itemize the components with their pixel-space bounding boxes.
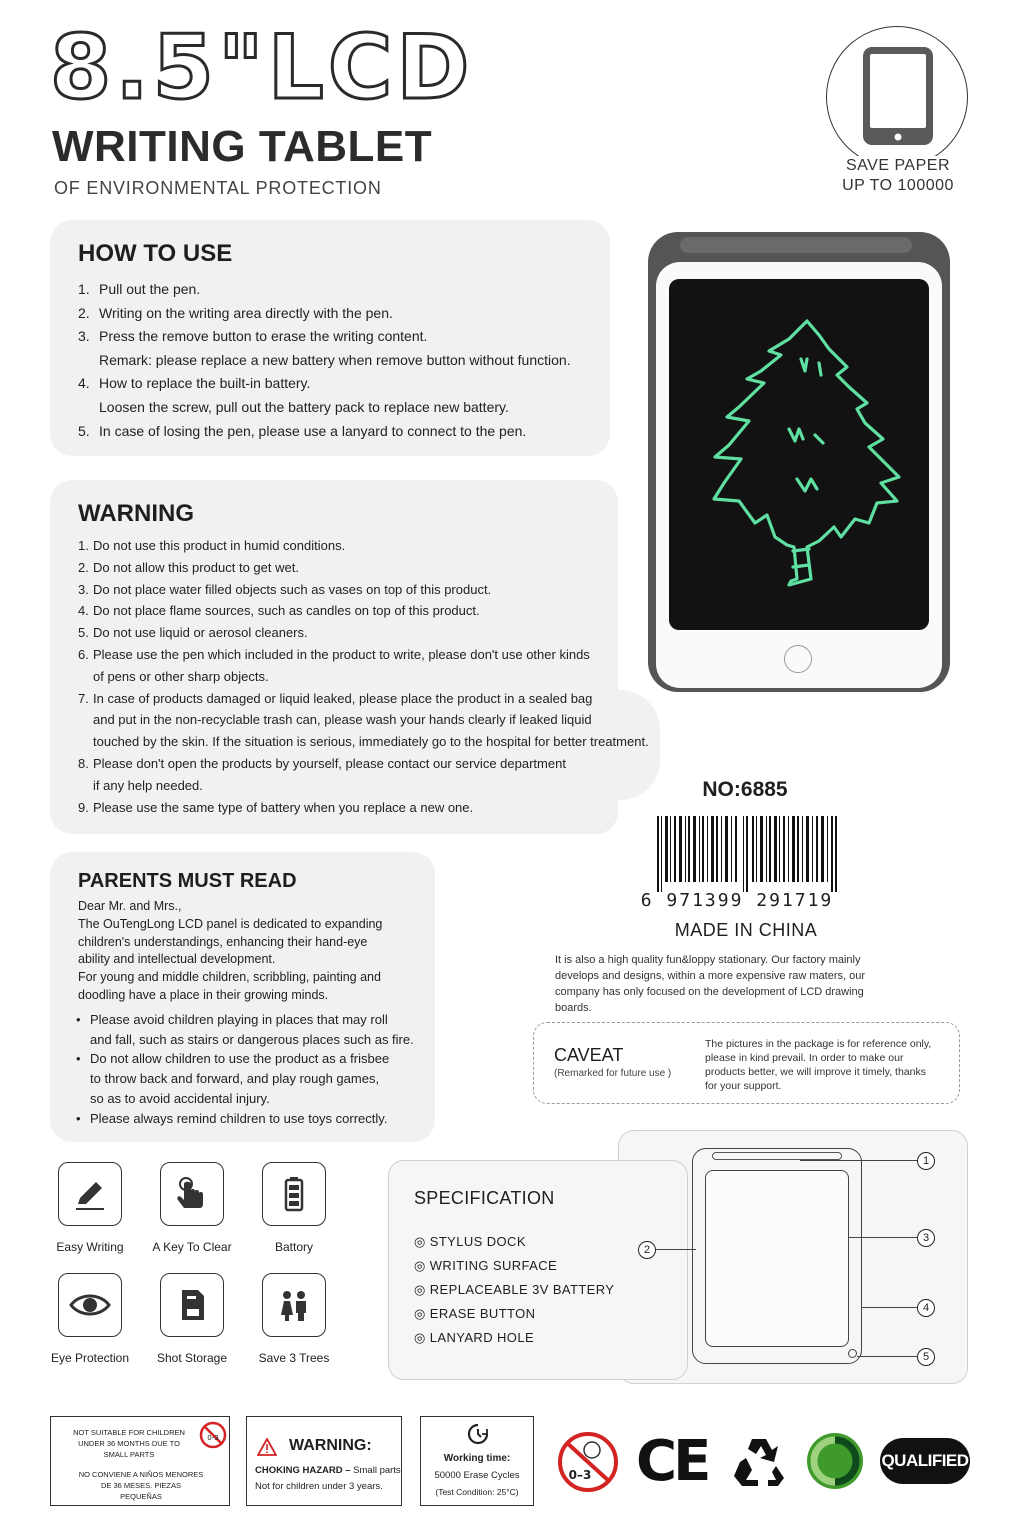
callout-line-3 xyxy=(849,1237,918,1238)
how-to-use-list xyxy=(78,278,571,443)
barcode-number: 6 971399 291719 xyxy=(640,890,834,911)
list-item-number xyxy=(76,1089,90,1109)
list-item-number: 2. xyxy=(78,559,89,575)
list-item xyxy=(78,535,649,557)
callout-1: 1 xyxy=(917,1152,935,1170)
product-size-title: 8.5"LCD xyxy=(50,16,474,119)
text-line: please in kind prevail. In order to make our xyxy=(705,1052,904,1064)
feature-label: Eye Protection xyxy=(50,1351,130,1365)
working-time-title: Working time: xyxy=(443,1453,511,1464)
text-line: Dear Mr. and Mrs., xyxy=(78,899,182,913)
list-item-number: 1. xyxy=(78,281,90,297)
text-line: For young and middle children, scribbling, painting and xyxy=(78,970,381,985)
list-item xyxy=(78,557,649,579)
diagram-lanyard-hole xyxy=(848,1349,857,1358)
list-item-text: Please avoid children playing in places that may roll xyxy=(90,1012,388,1027)
erase-cycles: 50000 Erase Cycles xyxy=(434,1470,520,1481)
model-number: NO:6885 xyxy=(702,778,788,801)
text-line: DE 36 MESES. PIEZAS xyxy=(100,1481,182,1490)
specification-item xyxy=(414,1280,614,1304)
parents-bullets xyxy=(76,1010,414,1128)
list-item-text: of pens or other sharp objects. xyxy=(93,668,269,684)
callout-line-4 xyxy=(862,1307,918,1308)
qualified-badge: QUALIFIED xyxy=(880,1438,970,1484)
small-parts-label xyxy=(50,1416,230,1506)
list-item xyxy=(78,396,571,420)
list-item-number: 7. xyxy=(78,690,89,706)
callout-2: 2 xyxy=(638,1241,656,1259)
feature-eye-protection xyxy=(45,1273,135,1365)
text-line: SMALL PARTS xyxy=(103,1450,155,1459)
specification-item-text: STYLUS DOCK xyxy=(429,1234,526,1249)
feature-shot-storage xyxy=(147,1273,237,1365)
made-in-label: MADE IN CHINA xyxy=(674,920,818,940)
erase-button[interactable] xyxy=(784,645,812,673)
list-item-text: and put in the non-recyclable trash can, please wash your hands clearly if leaked liquid xyxy=(93,712,592,728)
company-description xyxy=(555,952,885,1016)
list-item-text: Writing on the writing area directly with the pen. xyxy=(99,304,393,321)
specification-item xyxy=(414,1256,614,1280)
list-item-text: Do not place water filled objects such as vases on top of this product. xyxy=(93,581,492,597)
list-item-text: Please use the pen which included in the product to write, please don't use other kinds xyxy=(93,646,590,662)
text-line: The OuTengLong LCD panel is dedicated to expanding xyxy=(78,916,383,931)
list-item-number: • xyxy=(76,1012,81,1027)
stylus-pen xyxy=(680,237,912,253)
list-item xyxy=(78,600,649,622)
text-line: boards. xyxy=(555,1002,592,1014)
list-item xyxy=(76,1089,414,1109)
list-item-text: Please don't open the products by yourself, please contact our service department xyxy=(93,755,566,771)
green-dot-icon xyxy=(806,1432,864,1490)
age-badge-small: 0-3 xyxy=(207,1434,219,1442)
feature-easy-writing xyxy=(45,1162,135,1254)
list-item-number: 3. xyxy=(78,328,90,345)
list-item xyxy=(76,1049,414,1069)
list-item-text: Loosen the screw, pull out the battery pack to replace new battery. xyxy=(99,398,509,415)
text-line: The pictures in the package is for reference only, xyxy=(705,1038,932,1050)
list-item-text: touched by the skin. If the situation is serious, immediately go to the hospital for better treatment. xyxy=(93,734,649,750)
warning-triangle-icon xyxy=(257,1438,277,1456)
callout-3: 3 xyxy=(917,1229,935,1247)
caveat-subtitle: (Remarked for future use ) xyxy=(554,1068,672,1079)
list-item-text: Please use the same type of battery when you replace a new one. xyxy=(93,799,474,815)
list-item xyxy=(78,302,571,326)
list-item-number: 4. xyxy=(78,603,89,619)
small-parts-english xyxy=(55,1427,203,1460)
list-item-text: Pull out the pen. xyxy=(99,281,201,297)
specification-bullet: ◎ xyxy=(414,1306,430,1321)
choking-hazard-rest: Small parts xyxy=(350,1465,401,1476)
product-title: WRITING TABLET xyxy=(52,122,433,171)
list-item-text: Do not use this product in humid conditions. xyxy=(93,538,346,553)
list-item-text: to throw back and forward, and play rough games, xyxy=(90,1071,380,1087)
choking-hazard-bold: CHOKING HAZARD – xyxy=(255,1465,351,1476)
clock-icon xyxy=(466,1422,490,1446)
tablet-screen xyxy=(669,279,929,630)
list-item-text: Please always remind children to use toys correctly. xyxy=(90,1110,388,1126)
list-item xyxy=(76,1030,414,1050)
specification-bullet: ◎ xyxy=(414,1258,430,1273)
list-item-number: 5. xyxy=(78,422,90,439)
tablet-icon xyxy=(827,27,969,169)
people-icon xyxy=(262,1273,326,1337)
feature-save-trees xyxy=(249,1273,339,1365)
list-item-number: 8. xyxy=(78,755,89,771)
list-item xyxy=(78,797,649,819)
list-item-number: 9. xyxy=(78,799,89,815)
specification-item xyxy=(414,1328,614,1352)
text-line: children's understandings, enhancing their hand-eye xyxy=(78,934,368,949)
tagline: OF ENVIRONMENTAL PROTECTION xyxy=(54,178,382,198)
specification-item-text: ERASE BUTTON xyxy=(429,1306,536,1321)
list-item xyxy=(76,1010,414,1030)
list-item-number xyxy=(78,775,93,797)
caveat-text xyxy=(705,1037,945,1093)
list-item-text: Remark: please replace a new battery when remove button without function. xyxy=(99,351,571,368)
text-line: develops and designs, within a more expensive raw maters, our xyxy=(555,970,865,982)
working-time-label xyxy=(420,1416,534,1506)
warning-list xyxy=(78,535,649,818)
no-under-3-icon xyxy=(199,1421,227,1449)
list-item-text: How to replace the built-in battery. xyxy=(99,375,311,392)
list-item-number xyxy=(78,709,93,731)
text-line: NO CONVIENE A NIÑOS MENORES xyxy=(78,1470,204,1479)
list-item-number xyxy=(76,1069,90,1089)
parents-title: PARENTS MUST READ xyxy=(78,870,297,892)
list-item xyxy=(78,775,649,797)
callout-line-1 xyxy=(800,1160,918,1161)
specification-item xyxy=(414,1304,614,1328)
list-item-number xyxy=(78,731,93,753)
recycle-icon xyxy=(732,1436,786,1488)
text-line: ability and intellectual development. xyxy=(78,952,276,967)
list-item xyxy=(78,644,649,666)
pencil-icon xyxy=(58,1162,122,1226)
list-item-text: In case of losing the pen, please use a lanyard to connect to the pen. xyxy=(99,422,527,439)
feature-label: A Key To Clear xyxy=(152,1240,232,1254)
warning-label-title: WARNING: xyxy=(289,1437,372,1454)
feature-label: Easy Writing xyxy=(56,1240,124,1254)
tree-drawing xyxy=(669,279,929,630)
list-item-number xyxy=(78,349,99,373)
feature-label: Shot Storage xyxy=(156,1351,228,1365)
list-item xyxy=(78,579,649,601)
list-item-number: 4. xyxy=(78,375,90,392)
specification-title: SPECIFICATION xyxy=(414,1188,555,1208)
tap-hand-icon xyxy=(160,1162,224,1226)
list-item-number: 5. xyxy=(78,625,89,641)
storage-icon xyxy=(160,1273,224,1337)
warning-label xyxy=(246,1416,402,1506)
list-item xyxy=(78,420,571,444)
save-paper-line1: SAVE PAPER xyxy=(846,157,950,174)
save-paper-text xyxy=(818,156,978,196)
list-item xyxy=(78,753,649,775)
list-item xyxy=(78,666,649,688)
list-item-number: 3. xyxy=(78,581,89,597)
small-parts-spanish xyxy=(55,1469,227,1502)
barcode xyxy=(655,816,837,892)
list-item-text: and fall, such as stairs or dangerous places such as fire. xyxy=(90,1031,414,1047)
list-item-text: Do not allow children to use the product as a frisbee xyxy=(90,1051,390,1067)
choking-hazard-age: Not for children under 3 years. xyxy=(255,1481,383,1492)
diagram-stylus xyxy=(712,1152,842,1160)
feature-battery xyxy=(249,1162,339,1254)
battery-icon xyxy=(262,1162,326,1226)
list-item-text: In case of products damaged or liquid leaked, please place the product in a sealed bag xyxy=(93,690,593,706)
list-item-text: Do not use liquid or aerosol cleaners. xyxy=(93,625,308,641)
list-item-number: 1. xyxy=(78,538,89,553)
list-item xyxy=(76,1109,414,1129)
age-badge-text: 0–3 xyxy=(568,1468,592,1482)
list-item-text: if any help needed. xyxy=(93,777,203,793)
callout-4: 4 xyxy=(917,1299,935,1317)
list-item xyxy=(78,325,571,349)
save-paper-badge xyxy=(826,26,968,168)
text-line: for your support. xyxy=(705,1080,782,1092)
list-item-number: 6. xyxy=(78,646,89,662)
text-line: NOT SUITABLE FOR CHILDREN xyxy=(73,1428,185,1437)
feature-label: Save 3 Trees xyxy=(258,1351,330,1365)
list-item-text: so as to avoid accidental injury. xyxy=(90,1090,270,1106)
list-item-text: Do not place flame sources, such as candles on top of this product. xyxy=(93,603,480,619)
list-item xyxy=(78,731,649,753)
list-item xyxy=(78,349,571,373)
text-line: products better, we will improve it timely, thanks xyxy=(705,1066,926,1078)
save-paper-line2: UP TO 100000 xyxy=(842,177,954,194)
text-line: company has only focused on the development of LCD drawing xyxy=(555,986,864,998)
specification-item-text: WRITING SURFACE xyxy=(429,1258,558,1273)
text-line: It is also a high quality fun&loppy stationary. Our factory mainly xyxy=(555,954,861,966)
callout-line-5 xyxy=(857,1356,918,1357)
warning-title: WARNING xyxy=(78,500,194,527)
feature-key-to-clear xyxy=(147,1162,237,1254)
how-to-use-title: HOW TO USE xyxy=(78,240,233,267)
list-item xyxy=(76,1069,414,1089)
caveat-title: CAVEAT xyxy=(554,1045,624,1065)
list-item-number xyxy=(78,396,99,420)
specification-bullet: ◎ xyxy=(414,1234,430,1249)
list-item-text: Press the remove button to erase the writing content. xyxy=(99,328,428,345)
callout-5: 5 xyxy=(917,1348,935,1366)
eye-icon xyxy=(58,1273,122,1337)
list-item-number: • xyxy=(76,1110,81,1126)
list-item xyxy=(78,688,649,710)
list-item-number xyxy=(78,666,93,688)
parents-paragraph xyxy=(78,898,382,1005)
specification-bullet: ◎ xyxy=(414,1330,430,1345)
text-line: PEQUEÑAS xyxy=(120,1492,162,1501)
list-item xyxy=(78,709,649,731)
age-restriction-icon xyxy=(556,1430,620,1494)
specification-item xyxy=(414,1232,614,1256)
specification-bullet: ◎ xyxy=(414,1282,430,1297)
ce-mark: CE xyxy=(636,1429,708,1494)
choking-hazard-line xyxy=(255,1465,401,1476)
feature-label: Battory xyxy=(274,1240,313,1254)
list-item-number: • xyxy=(76,1051,81,1067)
list-item xyxy=(78,372,571,396)
list-item xyxy=(78,622,649,644)
callout-line-2 xyxy=(656,1249,696,1250)
specification-item-text: REPLACEABLE 3V BATTERY xyxy=(429,1282,615,1297)
list-item-number: 2. xyxy=(78,304,90,321)
test-condition: (Test Condition: 25°C) xyxy=(435,1487,519,1497)
specification-list xyxy=(414,1232,614,1352)
list-item-number xyxy=(76,1030,90,1050)
text-line: UNDER 36 MONTHS DUE TO xyxy=(78,1439,180,1448)
list-item-text: Do not allow this product to get wet. xyxy=(93,559,299,575)
list-item xyxy=(78,278,571,302)
text-line: doodling have a place in their growing minds. xyxy=(78,987,329,1002)
specification-item-text: LANYARD HOLE xyxy=(429,1330,535,1345)
diagram-screen xyxy=(705,1170,849,1347)
